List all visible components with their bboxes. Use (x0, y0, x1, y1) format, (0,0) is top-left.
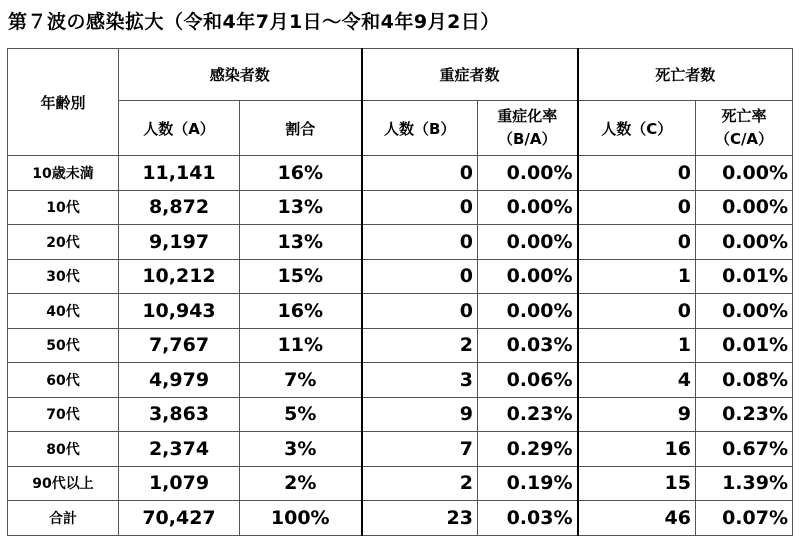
cell-severe-count: 7 (362, 432, 478, 467)
cell-death-rate: 0.23% (696, 397, 793, 432)
cell-infected-ratio: 15% (240, 259, 362, 294)
header-severe-rate-line1: 重症化率 (497, 106, 558, 125)
header-severe-rate-line2: （B/A） (497, 130, 557, 148)
cell-death-count: 15 (578, 466, 696, 501)
header-count-a: 人数（A） (119, 101, 240, 156)
table-row (8, 190, 793, 225)
page-title: 第７波の感染拡大（令和4年7月1日～令和4年9月2日） (8, 11, 500, 33)
cell-age-group: 70代 (8, 397, 119, 432)
table-row (8, 501, 793, 536)
cell-infected-count: 4,979 (119, 363, 240, 398)
cell-death-rate: 1.39% (696, 466, 793, 501)
cell-infected-ratio: 3% (240, 432, 362, 467)
cell-death-count: 0 (578, 156, 696, 191)
table-row (8, 466, 793, 501)
cell-severe-rate: 0.00% (478, 294, 578, 329)
table-body (8, 156, 793, 536)
cell-severe-rate: 0.00% (478, 156, 578, 191)
cell-death-rate: 0.00% (696, 225, 793, 260)
table-row (8, 397, 793, 432)
cell-death-count: 16 (578, 432, 696, 467)
cell-infected-ratio: 5% (240, 397, 362, 432)
table-row (8, 156, 793, 191)
cell-death-rate: 0.67% (696, 432, 793, 467)
cell-infected-count: 9,197 (119, 225, 240, 260)
cell-severe-rate: 0.03% (478, 501, 578, 536)
cell-severe-count: 0 (362, 156, 478, 191)
cell-age-group: 60代 (8, 363, 119, 398)
cell-severe-count: 3 (362, 363, 478, 398)
cell-death-rate: 0.01% (696, 259, 793, 294)
cell-infected-ratio: 2% (240, 466, 362, 501)
cell-age-group: 合計 (8, 501, 119, 536)
cell-infected-count: 70,427 (119, 501, 240, 536)
cell-death-rate: 0.00% (696, 156, 793, 191)
cell-infected-count: 10,212 (119, 259, 240, 294)
cell-death-rate: 0.00% (696, 294, 793, 329)
cell-death-count: 1 (578, 259, 696, 294)
infection-table (7, 48, 793, 536)
cell-infected-ratio: 13% (240, 225, 362, 260)
header-count-b: 人数（B） (362, 101, 478, 156)
table-row (8, 363, 793, 398)
cell-infected-count: 10,943 (119, 294, 240, 329)
cell-age-group: 50代 (8, 328, 119, 363)
cell-age-group: 80代 (8, 432, 119, 467)
cell-severe-rate: 0.00% (478, 190, 578, 225)
cell-severe-count: 2 (362, 328, 478, 363)
cell-severe-count: 0 (362, 294, 478, 329)
table-row (8, 328, 793, 363)
cell-infected-count: 7,767 (119, 328, 240, 363)
cell-infected-ratio: 13% (240, 190, 362, 225)
cell-severe-rate: 0.29% (478, 432, 578, 467)
cell-age-group: 40代 (8, 294, 119, 329)
cell-severe-count: 0 (362, 259, 478, 294)
cell-death-count: 0 (578, 294, 696, 329)
cell-severe-rate: 0.00% (478, 259, 578, 294)
cell-death-count: 1 (578, 328, 696, 363)
cell-infected-count: 11,141 (119, 156, 240, 191)
cell-severe-count: 0 (362, 190, 478, 225)
cell-infected-ratio: 7% (240, 363, 362, 398)
header-death: 死亡者数 (578, 49, 793, 101)
cell-age-group: 10歳未満 (8, 156, 119, 191)
cell-death-rate: 0.08% (696, 363, 793, 398)
header-count-c: 人数（C） (578, 101, 696, 156)
table-row (8, 432, 793, 467)
cell-death-count: 9 (578, 397, 696, 432)
cell-severe-count: 0 (362, 225, 478, 260)
cell-severe-count: 9 (362, 397, 478, 432)
table-row (8, 259, 793, 294)
cell-infected-count: 8,872 (119, 190, 240, 225)
header-death-rate-line1: 死亡率 (721, 106, 767, 125)
cell-infected-count: 2,374 (119, 432, 240, 467)
cell-death-count: 0 (578, 225, 696, 260)
cell-death-count: 4 (578, 363, 696, 398)
cell-severe-rate: 0.06% (478, 363, 578, 398)
cell-infected-count: 3,863 (119, 397, 240, 432)
cell-death-rate: 0.01% (696, 328, 793, 363)
header-infected: 感染者数 (119, 49, 362, 101)
header-severe-rate (478, 101, 578, 156)
header-death-rate (696, 101, 793, 156)
cell-infected-ratio: 16% (240, 294, 362, 329)
cell-severe-count: 23 (362, 501, 478, 536)
header-death-rate-line2: （C/A） (714, 130, 774, 148)
cell-infected-ratio: 11% (240, 328, 362, 363)
cell-death-count: 46 (578, 501, 696, 536)
cell-death-rate: 0.07% (696, 501, 793, 536)
cell-infected-ratio: 100% (240, 501, 362, 536)
cell-severe-rate: 0.19% (478, 466, 578, 501)
cell-death-count: 0 (578, 190, 696, 225)
header-severe: 重症者数 (362, 49, 578, 101)
cell-severe-count: 2 (362, 466, 478, 501)
cell-age-group: 20代 (8, 225, 119, 260)
header-age-group: 年齢別 (8, 49, 119, 156)
cell-infected-count: 1,079 (119, 466, 240, 501)
cell-age-group: 30代 (8, 259, 119, 294)
cell-death-rate: 0.00% (696, 190, 793, 225)
cell-severe-rate: 0.00% (478, 225, 578, 260)
table-row (8, 294, 793, 329)
cell-age-group: 90代以上 (8, 466, 119, 501)
header-ratio: 割合 (240, 101, 362, 156)
cell-infected-ratio: 16% (240, 156, 362, 191)
table-row (8, 225, 793, 260)
cell-severe-rate: 0.03% (478, 328, 578, 363)
cell-age-group: 10代 (8, 190, 119, 225)
cell-severe-rate: 0.23% (478, 397, 578, 432)
